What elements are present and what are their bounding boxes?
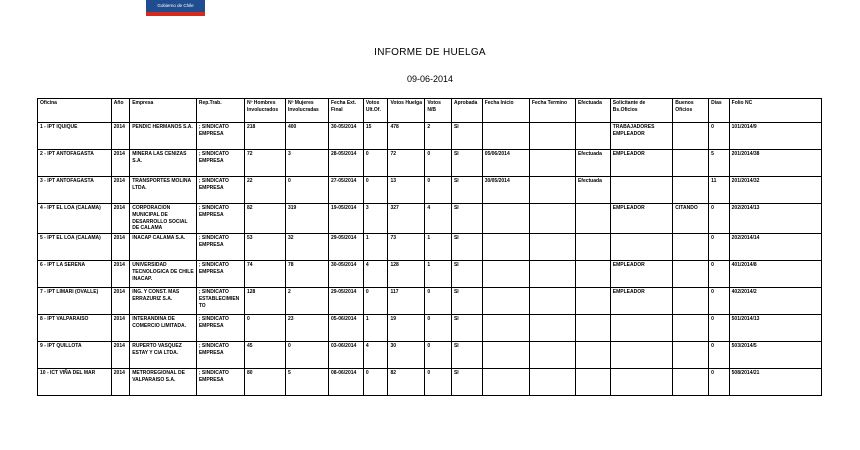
report-date: 09-06-2014 bbox=[406, 74, 454, 84]
table-cell: ; SINDICATO EMPRESA bbox=[196, 261, 244, 288]
table-cell bbox=[673, 315, 709, 342]
table-cell: 402/2014/2 bbox=[729, 288, 821, 315]
table-cell: ; SINDICATO ESTABLECIMIENTO bbox=[196, 288, 244, 315]
table-cell bbox=[529, 204, 575, 234]
table-cell: 03-06/2014 bbox=[329, 342, 364, 369]
column-header: Nº Mujeres Involucradas bbox=[285, 99, 328, 123]
column-header: Días bbox=[709, 99, 729, 123]
column-header: Buenos Oficios bbox=[673, 99, 709, 123]
table-row bbox=[38, 123, 822, 150]
table-cell: 0 bbox=[363, 150, 388, 177]
table-cell: 30-05/2014 bbox=[329, 123, 364, 150]
table-cell: 27-05/2014 bbox=[329, 177, 364, 204]
table-cell: 4 bbox=[425, 204, 452, 234]
table-cell: 0 bbox=[363, 288, 388, 315]
table-cell bbox=[610, 342, 673, 369]
table-cell: 30 bbox=[388, 342, 425, 369]
table-cell: 30-05/2014 bbox=[329, 261, 364, 288]
table-cell: 2014 bbox=[111, 204, 129, 234]
column-header: Empresa bbox=[130, 99, 197, 123]
table-cell: 2014 bbox=[111, 288, 129, 315]
table-cell: 202/2014/13 bbox=[729, 204, 821, 234]
column-header: Rep.Trab. bbox=[196, 99, 244, 123]
table-cell bbox=[575, 234, 610, 261]
table-cell: 1 bbox=[425, 261, 452, 288]
table-cell: 53 bbox=[244, 234, 285, 261]
table-cell: 15 bbox=[363, 123, 388, 150]
column-header: Año bbox=[111, 99, 129, 123]
table-cell: SI bbox=[451, 234, 482, 261]
gobierno-logo bbox=[146, 0, 205, 16]
table-cell: INACAP CALAMA S.A. bbox=[130, 234, 197, 261]
column-header: Votos N/B bbox=[425, 99, 452, 123]
table-cell: 30/05/2014 bbox=[482, 177, 529, 204]
table-cell: 478 bbox=[388, 123, 425, 150]
column-header: Fecha Inicio bbox=[482, 99, 529, 123]
table-cell: 4 bbox=[363, 261, 388, 288]
table-cell: 11 bbox=[709, 177, 729, 204]
table-cell: 1 bbox=[363, 234, 388, 261]
column-header: Folio NC bbox=[729, 99, 821, 123]
report-title: INFORME DE HUELGA bbox=[374, 47, 486, 58]
table-cell: UNIVERSIDAD TECNOLOGICA DE CHILE INACAP. bbox=[130, 261, 197, 288]
table-cell: ; SINDICATO EMPRESA bbox=[196, 315, 244, 342]
table-row bbox=[38, 150, 822, 177]
table-cell: 19 bbox=[388, 315, 425, 342]
table-cell: 29-05/2014 bbox=[329, 234, 364, 261]
table-cell: 0 bbox=[425, 342, 452, 369]
table-cell bbox=[529, 261, 575, 288]
table-cell: ; SINDICATO EMPRESA bbox=[196, 342, 244, 369]
table-cell: EMPLEADOR bbox=[610, 150, 673, 177]
table-body bbox=[38, 123, 822, 396]
table-cell bbox=[529, 369, 575, 396]
table-cell: 117 bbox=[388, 288, 425, 315]
table-cell: ; SINDICATO EMPRESA bbox=[196, 369, 244, 396]
table-cell: 5 bbox=[709, 150, 729, 177]
table-cell bbox=[673, 177, 709, 204]
table-cell: EMPLEADOR bbox=[610, 261, 673, 288]
table-cell: 0 bbox=[425, 369, 452, 396]
column-header: Votos Ult.Of. bbox=[363, 99, 388, 123]
table-cell: 2 bbox=[285, 288, 328, 315]
table-cell: 0 bbox=[363, 369, 388, 396]
table-cell: 80 bbox=[244, 369, 285, 396]
table-cell: 0 bbox=[709, 315, 729, 342]
table-cell: 5 - IPT EL LOA (CALAMA) bbox=[38, 234, 112, 261]
table-cell: 501/2014/13 bbox=[729, 315, 821, 342]
column-header: Efectuada bbox=[575, 99, 610, 123]
table-cell: 3 bbox=[363, 204, 388, 234]
table-cell: 05/06/2014 bbox=[482, 150, 529, 177]
table-cell: Efectuada bbox=[575, 150, 610, 177]
table-cell: 9 - IPT QUILLOTA bbox=[38, 342, 112, 369]
table-cell: 128 bbox=[388, 261, 425, 288]
table-cell bbox=[673, 261, 709, 288]
table-cell: 82 bbox=[388, 369, 425, 396]
table-cell: 2014 bbox=[111, 177, 129, 204]
table-cell: 73 bbox=[388, 234, 425, 261]
table-cell: 2014 bbox=[111, 150, 129, 177]
table-cell bbox=[529, 315, 575, 342]
table-cell bbox=[673, 288, 709, 315]
table-cell: PENDIC HERMANOS S.A. bbox=[130, 123, 197, 150]
table-cell: 0 bbox=[285, 342, 328, 369]
table-cell: 74 bbox=[244, 261, 285, 288]
table-cell bbox=[482, 261, 529, 288]
table-cell: 400 bbox=[285, 123, 328, 150]
table-cell: 78 bbox=[285, 261, 328, 288]
table-cell: 2 bbox=[425, 123, 452, 150]
column-header: Votos Huelga bbox=[388, 99, 425, 123]
table-cell: ; SINDICATO EMPRESA bbox=[196, 123, 244, 150]
table-cell bbox=[575, 342, 610, 369]
table-cell bbox=[482, 234, 529, 261]
table-cell: 29-05/2014 bbox=[329, 288, 364, 315]
table-cell: ; SINDICATO EMPRESA bbox=[196, 177, 244, 204]
table-cell: 201/2014/38 bbox=[729, 150, 821, 177]
table-cell bbox=[673, 123, 709, 150]
table-cell bbox=[482, 288, 529, 315]
table-cell: 8 - IPT VALPARAISO bbox=[38, 315, 112, 342]
strike-report-table bbox=[37, 98, 822, 396]
table-row bbox=[38, 177, 822, 204]
table-cell: 0 bbox=[363, 177, 388, 204]
table-cell: 05-06/2014 bbox=[329, 315, 364, 342]
table-cell bbox=[575, 369, 610, 396]
table-cell bbox=[529, 177, 575, 204]
table-cell: 1 bbox=[425, 234, 452, 261]
table-cell: 2014 bbox=[111, 369, 129, 396]
table-cell bbox=[529, 123, 575, 150]
table-cell bbox=[529, 342, 575, 369]
table-cell: 72 bbox=[244, 150, 285, 177]
table-cell bbox=[482, 204, 529, 234]
table-cell: 6 - IPT LA SERENA bbox=[38, 261, 112, 288]
table-cell bbox=[575, 204, 610, 234]
table-cell: ING. Y CONST. MAS ERRAZURIZ S.A. bbox=[130, 288, 197, 315]
column-header: Fecha Termino bbox=[529, 99, 575, 123]
table-cell: 508/2014/21 bbox=[729, 369, 821, 396]
table-cell: 201/2014/32 bbox=[729, 177, 821, 204]
table-cell: TRANSPORTES MOLINA LTDA. bbox=[130, 177, 197, 204]
table-cell: 202/2014/14 bbox=[729, 234, 821, 261]
table-cell: 503/2014/5 bbox=[729, 342, 821, 369]
table-cell bbox=[529, 234, 575, 261]
table-cell: 5 bbox=[285, 369, 328, 396]
table-cell: 0 bbox=[425, 150, 452, 177]
table-cell: CITANDO bbox=[673, 204, 709, 234]
table-cell: RUPERTO VASQUEZ ESTAY Y CIA LTDA. bbox=[130, 342, 197, 369]
table-cell: 0 bbox=[709, 261, 729, 288]
table-cell: 7 - IPT LIMARI (OVALLE) bbox=[38, 288, 112, 315]
table-cell: 0 bbox=[285, 177, 328, 204]
table-cell bbox=[673, 342, 709, 369]
table-cell: 4 bbox=[363, 342, 388, 369]
column-header: Solicitante de Bs.Oficios bbox=[610, 99, 673, 123]
table-cell: SI bbox=[451, 261, 482, 288]
table-cell: EMPLEADOR bbox=[610, 204, 673, 234]
table-cell: ; SINDICATO EMPRESA bbox=[196, 204, 244, 234]
table-cell: 2014 bbox=[111, 342, 129, 369]
table-cell: 1 - IPT IQUIQUE bbox=[38, 123, 112, 150]
table-cell: 101/2014/9 bbox=[729, 123, 821, 150]
table-cell: 0 bbox=[709, 204, 729, 234]
table-cell bbox=[673, 150, 709, 177]
table-cell bbox=[575, 123, 610, 150]
table-cell: SI bbox=[451, 204, 482, 234]
table-cell bbox=[575, 261, 610, 288]
table-cell: ; SINDICATO EMPRESA bbox=[196, 150, 244, 177]
table-cell bbox=[482, 369, 529, 396]
table-row bbox=[38, 315, 822, 342]
table-cell bbox=[529, 150, 575, 177]
table-cell: 19-05/2014 bbox=[329, 204, 364, 234]
table-cell: 218 bbox=[244, 123, 285, 150]
table-cell: 4 - IPT EL LOA (CALAMA) bbox=[38, 204, 112, 234]
table-cell bbox=[529, 288, 575, 315]
table-cell bbox=[575, 315, 610, 342]
table-cell bbox=[673, 234, 709, 261]
table-cell: SI bbox=[451, 315, 482, 342]
table-cell: SI bbox=[451, 342, 482, 369]
table-cell: 13 bbox=[388, 177, 425, 204]
table-row bbox=[38, 342, 822, 369]
table-cell: SI bbox=[451, 123, 482, 150]
table-cell bbox=[610, 315, 673, 342]
table-cell: 0 bbox=[425, 177, 452, 204]
table-cell: 128 bbox=[244, 288, 285, 315]
table-cell bbox=[482, 342, 529, 369]
table-cell: 82 bbox=[244, 204, 285, 234]
table-row bbox=[38, 369, 822, 396]
table-cell: CORPORACION MUNICIPAL DE DESARROLLO SOCIAL DE CALAMA bbox=[130, 204, 197, 234]
table-cell: 0 bbox=[425, 315, 452, 342]
table-cell: 0 bbox=[709, 288, 729, 315]
table-cell: 08-06/2014 bbox=[329, 369, 364, 396]
table-cell: MINERA LAS CENIZAS S.A. bbox=[130, 150, 197, 177]
table-cell: 10 - ICT VIÑA DEL MAR bbox=[38, 369, 112, 396]
table-cell bbox=[610, 177, 673, 204]
table-cell: 0 bbox=[425, 288, 452, 315]
table-cell: 2 - IPT ANTOFAGASTA bbox=[38, 150, 112, 177]
table-cell: 2014 bbox=[111, 315, 129, 342]
table-cell: Efectuada bbox=[575, 177, 610, 204]
table-cell: TRABAJADORES EMPLEADOR bbox=[610, 123, 673, 150]
table-cell: 2014 bbox=[111, 234, 129, 261]
table-cell bbox=[610, 234, 673, 261]
table-cell: SI bbox=[451, 177, 482, 204]
column-header: Oficina bbox=[38, 99, 112, 123]
table-cell: INTERANDINA DE COMERCIO LIMITADA. bbox=[130, 315, 197, 342]
table-cell bbox=[673, 369, 709, 396]
table-cell: 0 bbox=[709, 342, 729, 369]
table-cell bbox=[610, 369, 673, 396]
table-header-row bbox=[38, 99, 822, 123]
table-cell: 401/2014/8 bbox=[729, 261, 821, 288]
table-row bbox=[38, 204, 822, 234]
table-cell: 32 bbox=[285, 234, 328, 261]
table-cell: METROREGIONAL DE VALPARAISO S.A. bbox=[130, 369, 197, 396]
table-cell: 23 bbox=[285, 315, 328, 342]
table-cell: 2014 bbox=[111, 261, 129, 288]
table-cell: 319 bbox=[285, 204, 328, 234]
table-cell: ; SINDICATO EMPRESA bbox=[196, 234, 244, 261]
table-cell: 1 bbox=[363, 315, 388, 342]
table-row bbox=[38, 288, 822, 315]
table-cell: 327 bbox=[388, 204, 425, 234]
table-cell: 72 bbox=[388, 150, 425, 177]
table-cell: 22 bbox=[244, 177, 285, 204]
column-header: Aprobada bbox=[451, 99, 482, 123]
column-header: Nº Hombres Involucrados bbox=[244, 99, 285, 123]
table-cell bbox=[482, 315, 529, 342]
table-cell: 2014 bbox=[111, 123, 129, 150]
table-cell: 28-05/2014 bbox=[329, 150, 364, 177]
table-cell bbox=[575, 288, 610, 315]
logo-text: Gobierno de Chile bbox=[157, 3, 194, 8]
table-row bbox=[38, 261, 822, 288]
table-cell: 3 bbox=[285, 150, 328, 177]
table-cell: 45 bbox=[244, 342, 285, 369]
table-cell: 0 bbox=[244, 315, 285, 342]
table-cell: SI bbox=[451, 150, 482, 177]
table-cell: SI bbox=[451, 369, 482, 396]
table-cell: 0 bbox=[709, 234, 729, 261]
table-cell: SI bbox=[451, 288, 482, 315]
table-cell: 0 bbox=[709, 123, 729, 150]
table-row bbox=[38, 234, 822, 261]
logo-red-stripe bbox=[146, 12, 205, 16]
table-cell bbox=[482, 123, 529, 150]
column-header: Fecha Ext. Final bbox=[329, 99, 364, 123]
table-cell: 0 bbox=[709, 369, 729, 396]
table-cell: 3 - IPT ANTOFAGASTA bbox=[38, 177, 112, 204]
table-cell: EMPLEADOR bbox=[610, 288, 673, 315]
